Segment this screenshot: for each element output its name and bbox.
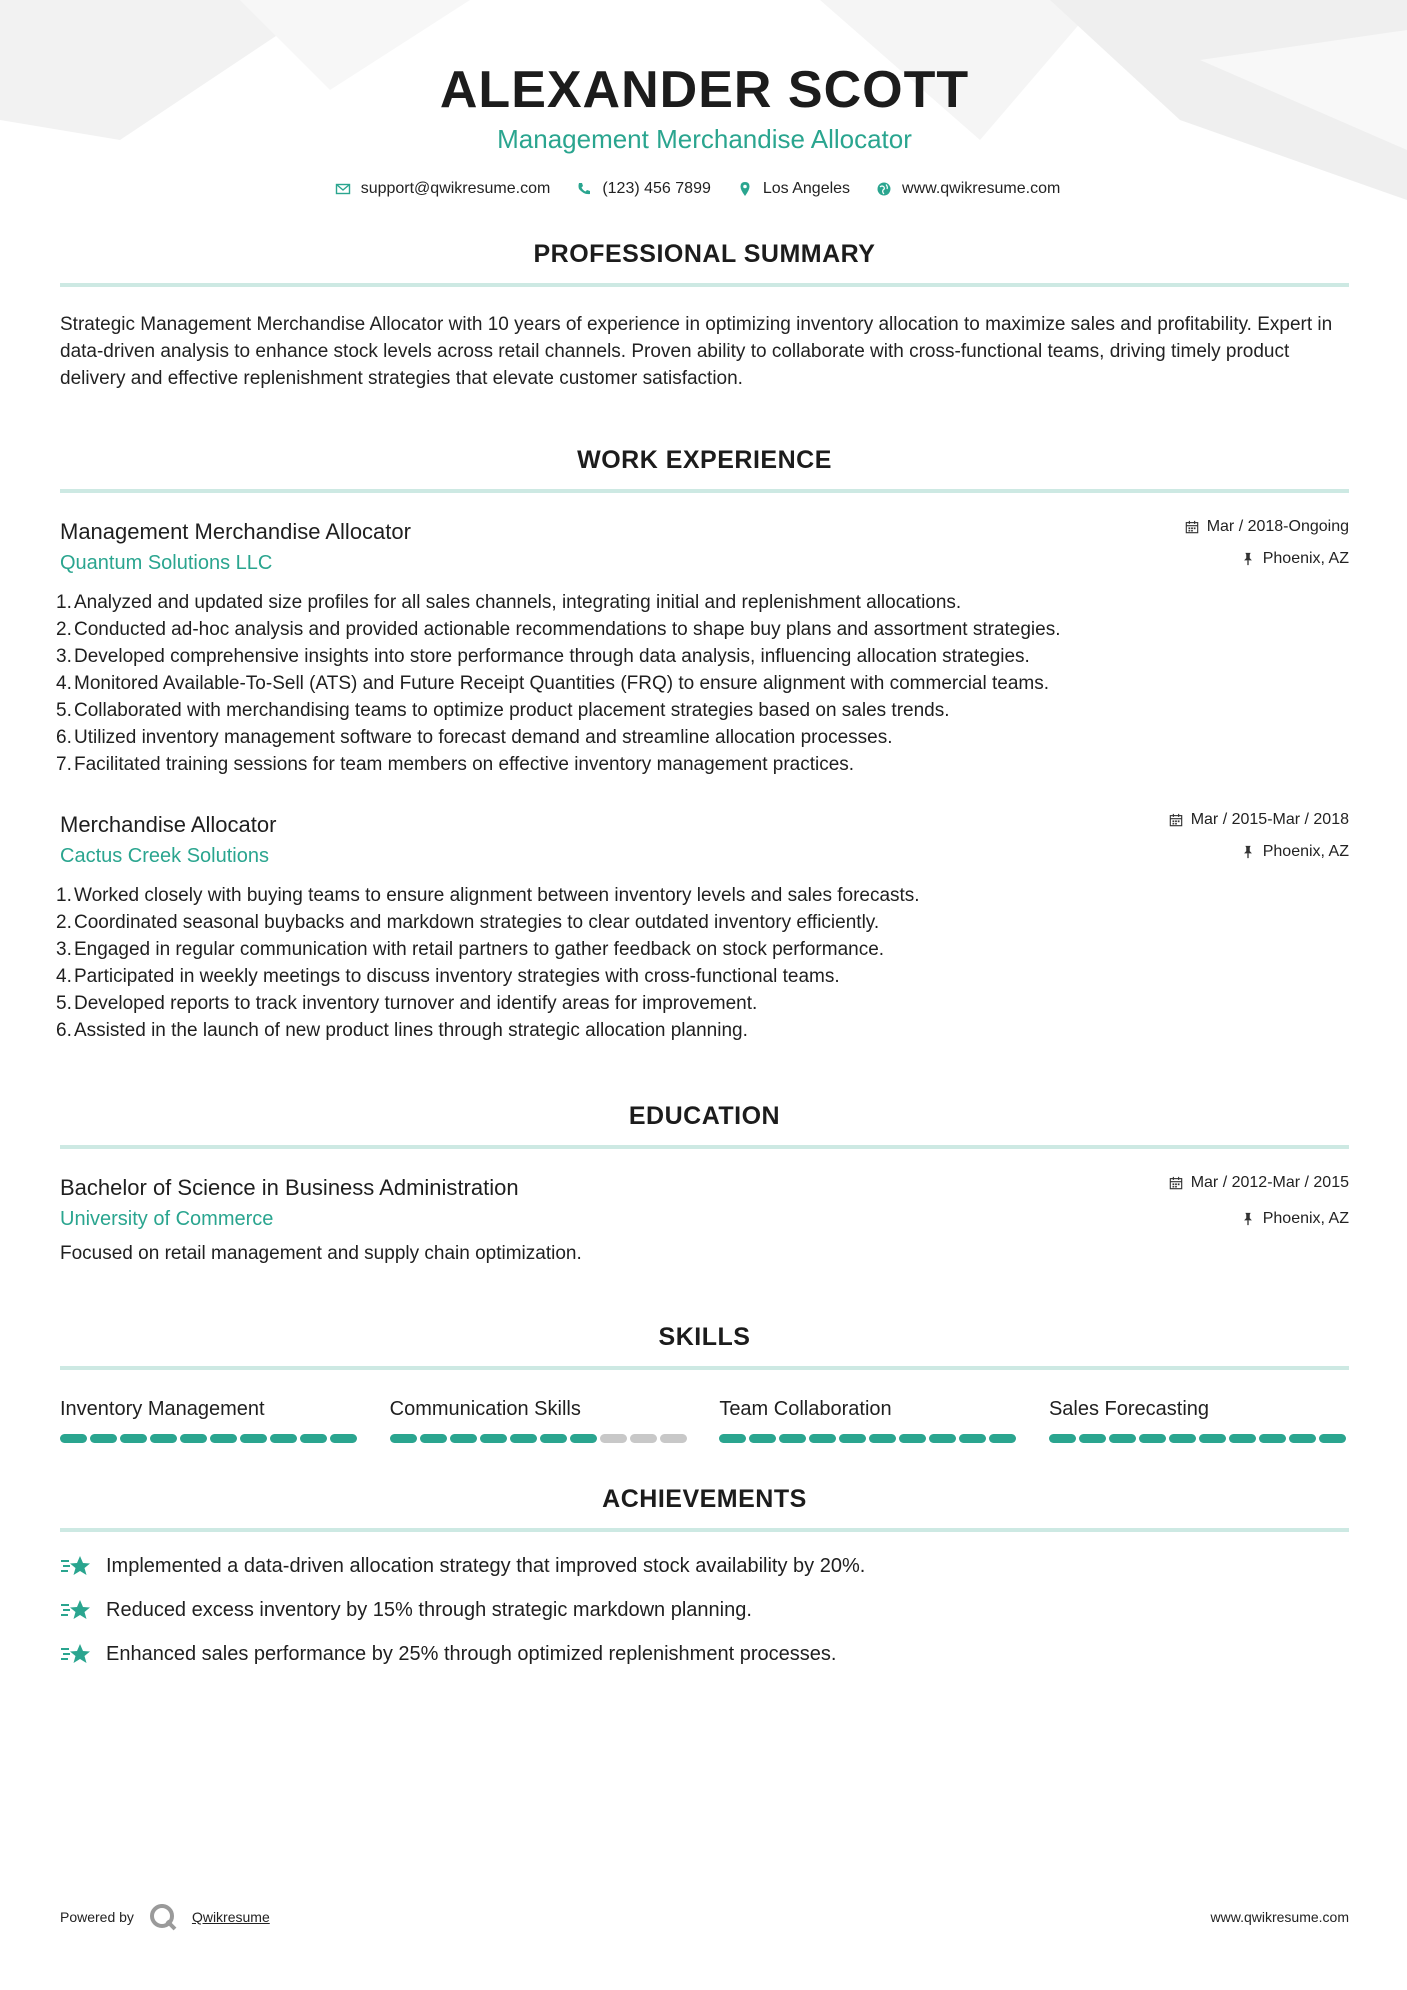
phone-icon [576, 181, 592, 197]
skill-segment-filled [570, 1434, 597, 1443]
skill-segment-filled [120, 1434, 147, 1443]
skill-item [719, 1396, 1019, 1443]
education-dates: Mar / 2012-Mar / 2015 [1190, 1174, 1349, 1191]
list-item [60, 1640, 1349, 1668]
resume-header [60, 0, 1349, 198]
skills-heading: SKILLS [60, 1323, 1349, 1370]
skill-level-bar [719, 1434, 1019, 1443]
pushpin-icon [1241, 845, 1255, 859]
skill-segment-filled [300, 1434, 327, 1443]
job-entry [56, 810, 1349, 1044]
skill-name: Communication Skills [389, 1398, 581, 1420]
achievement-text: Enhanced sales performance by 25% through optimized replenishment processes. [106, 1643, 837, 1665]
footer-website[interactable]: www.qwikresume.com [1210, 1909, 1349, 1925]
map-pin-icon [737, 181, 753, 197]
achievements-section [60, 1485, 1349, 1668]
envelope-icon [335, 181, 351, 197]
skill-segment-filled [1199, 1434, 1226, 1443]
skill-segment-filled [330, 1434, 357, 1443]
list-item: 5. Developed reports to track inventory turnover and identify areas for improvement. [56, 993, 758, 1014]
skill-item [60, 1396, 360, 1443]
job-duties-list [56, 882, 1349, 1044]
candidate-role: Management Merchandise Allocator [497, 124, 912, 154]
skill-segment-filled [1259, 1434, 1286, 1443]
achievements-heading: ACHIEVEMENTS [60, 1485, 1349, 1532]
list-item: 3. Developed comprehensive insights into store performance through data analysis, influencing allocation strategies. [56, 646, 1030, 667]
school-name: University of Commerce [60, 1208, 274, 1230]
professional-summary-section [60, 240, 1349, 392]
list-item [60, 1596, 1349, 1624]
pushpin-icon [1241, 1212, 1255, 1226]
achievement-text: Reduced excess inventory by 15% through strategic markdown planning. [106, 1599, 752, 1621]
skill-segment-filled [540, 1434, 567, 1443]
education-heading: EDUCATION [60, 1102, 1349, 1149]
skill-segment-filled [839, 1434, 866, 1443]
skill-segment-filled [60, 1434, 87, 1443]
skill-segment-filled [240, 1434, 267, 1443]
contact-phone[interactable] [576, 180, 711, 198]
skill-name: Inventory Management [60, 1398, 265, 1420]
summary-heading: PROFESSIONAL SUMMARY [60, 240, 1349, 287]
job-title: Management Merchandise Allocator [60, 519, 411, 544]
skill-segment-filled [869, 1434, 896, 1443]
list-item: 3. Engaged in regular communication with retail partners to gather feedback on stock performance. [56, 939, 885, 960]
contact-email-text: support@qwikresume.com [360, 180, 551, 197]
skill-segment-filled [899, 1434, 926, 1443]
job-dates: Mar / 2015-Mar / 2018 [1190, 811, 1349, 828]
achievements-list [60, 1552, 1349, 1668]
qwikresume-link[interactable]: Qwikresume [191, 1909, 270, 1925]
skill-segment-filled [480, 1434, 507, 1443]
skill-segment-filled [90, 1434, 117, 1443]
list-item: 2. Conducted ad-hoc analysis and provided actionable recommendations to shape buy plans and assortment strategies. [56, 619, 1061, 640]
contact-email[interactable] [335, 180, 551, 198]
calendar-icon [1169, 813, 1183, 827]
job-location: Phoenix, AZ [1262, 550, 1349, 567]
skill-segment-filled [809, 1434, 836, 1443]
skill-item [390, 1396, 690, 1443]
skill-segment-empty [630, 1434, 657, 1443]
job-company: Quantum Solutions LLC [60, 552, 273, 574]
skill-segment-filled [779, 1434, 806, 1443]
education-location: Phoenix, AZ [1262, 1210, 1349, 1227]
shooting-star-icon [60, 1552, 92, 1580]
skill-segment-filled [210, 1434, 237, 1443]
calendar-icon [1169, 1176, 1183, 1190]
globe-icon [876, 181, 892, 197]
work-experience-section [56, 446, 1349, 1044]
skill-segment-filled [929, 1434, 956, 1443]
contact-location-text: Los Angeles [762, 180, 851, 197]
list-item: 2. Coordinated seasonal buybacks and markdown strategies to clear outdated inventory efficiently. [56, 912, 880, 933]
list-item [60, 1552, 1349, 1580]
list-item: 7. Facilitated training sessions for team members on effective inventory management practices. [56, 754, 855, 775]
list-item: 5. Collaborated with merchandising teams to optimize product placement strategies based on sales trends. [56, 700, 950, 721]
list-item: 6. Utilized inventory management software to forecast demand and streamline allocation processes. [56, 727, 893, 748]
work-experience-heading: WORK EXPERIENCE [60, 446, 1349, 493]
skill-name: Team Collaboration [719, 1398, 892, 1420]
summary-text: Strategic Management Merchandise Allocator with 10 years of experience in optimizing inventory allocation to maximize sales and profitability. Expert in data-driven analysis to enhance stock levels across retail channels. Proven ability to collaborate with cross-functional teams, driving timely product delivery and effective replenishment strategies that elevate customer satisfaction. [60, 314, 1333, 389]
skill-segment-empty [660, 1434, 687, 1443]
skill-segment-filled [180, 1434, 207, 1443]
skill-segment-filled [510, 1434, 537, 1443]
skill-level-bar [390, 1434, 690, 1443]
job-duties-list [56, 589, 1349, 778]
skill-segment-filled [150, 1434, 177, 1443]
skill-segment-filled [989, 1434, 1016, 1443]
education-entry [60, 1173, 1349, 1267]
shooting-star-icon [60, 1596, 92, 1624]
skill-level-bar [60, 1434, 360, 1443]
page-footer [60, 1902, 1349, 1932]
contact-location [737, 180, 850, 198]
education-description: Focused on retail management and supply chain optimization. [60, 1243, 582, 1264]
skill-item [1049, 1396, 1349, 1443]
skill-segment-filled [959, 1434, 986, 1443]
skill-name: Sales Forecasting [1048, 1398, 1210, 1420]
skill-segment-filled [1319, 1434, 1346, 1443]
shooting-star-icon [60, 1640, 92, 1668]
skill-segment-filled [1139, 1434, 1166, 1443]
skill-level-bar [1049, 1434, 1349, 1443]
contact-bar [60, 180, 1349, 198]
achievement-text: Implemented a data-driven allocation strategy that improved stock availability by 20%. [106, 1555, 866, 1577]
skill-segment-empty [600, 1434, 627, 1443]
contact-website[interactable] [876, 180, 1060, 198]
skill-segment-filled [1229, 1434, 1256, 1443]
pushpin-icon [1241, 552, 1255, 566]
list-item: 1. Worked closely with buying teams to ensure alignment between inventory levels and sales forecasts. [56, 885, 920, 906]
list-item: 4. Monitored Available-To-Sell (ATS) and Future Receipt Quantities (FRQ) to ensure alignment with commercial teams. [56, 673, 1050, 694]
list-item: 4. Participated in weekly meetings to discuss inventory strategies with cross-functional teams. [56, 966, 840, 987]
education-section [60, 1102, 1349, 1267]
skill-segment-filled [749, 1434, 776, 1443]
skill-segment-filled [1109, 1434, 1136, 1443]
skill-segment-filled [1289, 1434, 1316, 1443]
powered-by [60, 1902, 270, 1932]
qwikresume-logo-icon [148, 1902, 178, 1932]
contact-phone-text: (123) 456 7899 [602, 180, 711, 197]
job-company: Cactus Creek Solutions [60, 845, 269, 867]
skill-segment-filled [1079, 1434, 1106, 1443]
degree-title: Bachelor of Science in Business Administration [60, 1175, 519, 1200]
skill-segment-filled [450, 1434, 477, 1443]
skill-segment-filled [420, 1434, 447, 1443]
job-dates: Mar / 2018-Ongoing [1206, 518, 1349, 535]
skill-segment-filled [1169, 1434, 1196, 1443]
skill-segment-filled [719, 1434, 746, 1443]
list-item: 1. Analyzed and updated size profiles for all sales channels, integrating initial and replenishment allocations. [56, 592, 962, 613]
skill-segment-filled [1049, 1434, 1076, 1443]
list-item: 6. Assisted in the launch of new product lines through strategic allocation planning. [56, 1020, 748, 1041]
skill-segment-filled [390, 1434, 417, 1443]
skill-segment-filled [270, 1434, 297, 1443]
calendar-icon [1185, 520, 1199, 534]
job-entry [56, 517, 1349, 778]
candidate-name: ALEXANDER SCOTT [439, 61, 970, 119]
skills-section [60, 1323, 1349, 1443]
job-location: Phoenix, AZ [1262, 843, 1349, 860]
powered-by-label: Powered by [60, 1909, 134, 1925]
skills-grid [60, 1396, 1349, 1443]
contact-website-text: www.qwikresume.com [902, 180, 1061, 197]
job-title: Merchandise Allocator [60, 812, 277, 837]
